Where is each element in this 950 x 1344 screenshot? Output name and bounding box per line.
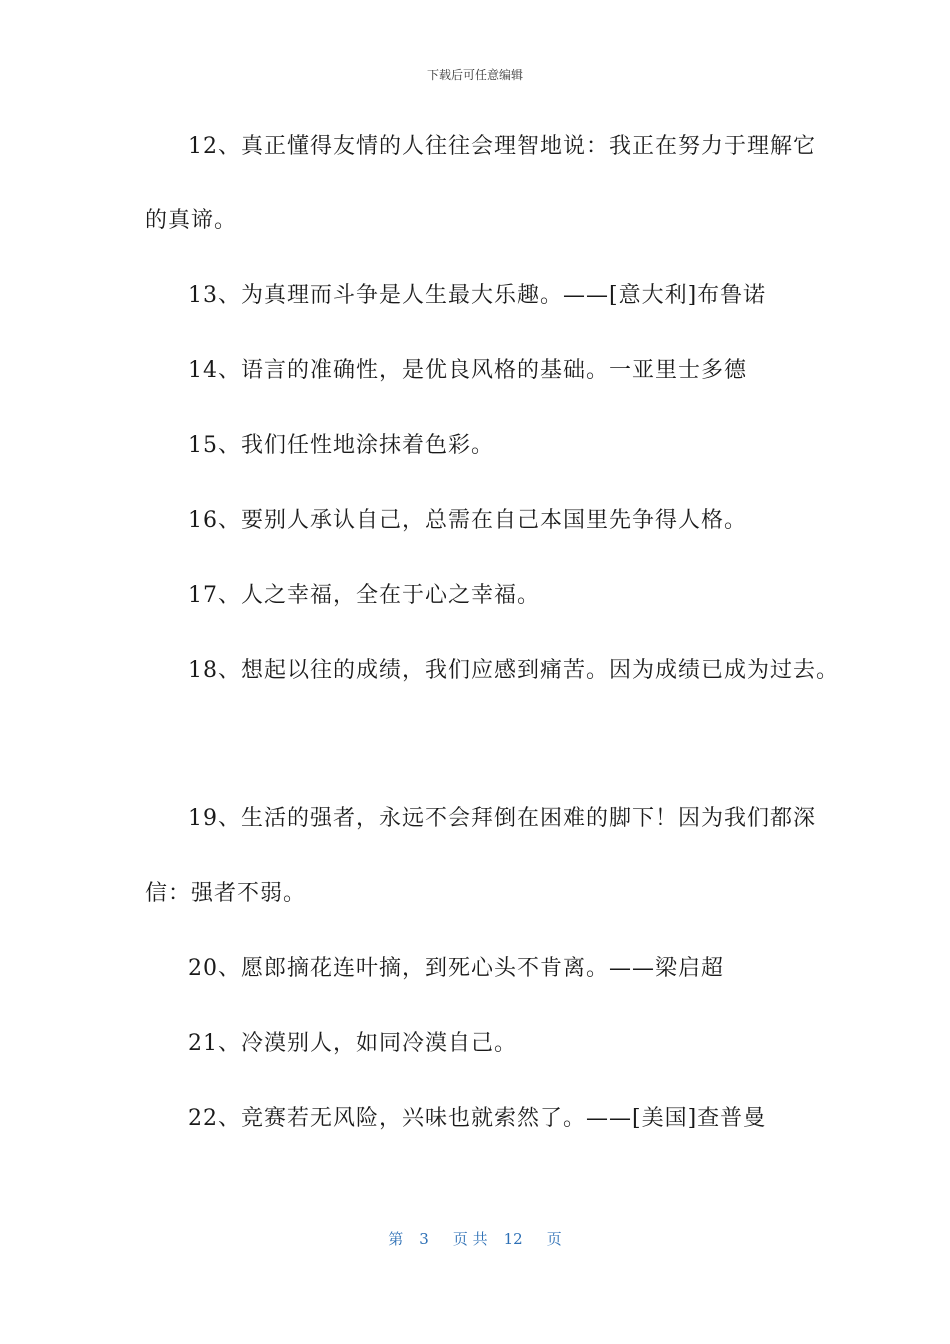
quote-18: 18、想起以往的成绩，我们应感到痛苦。因为成绩已成为过去。 xyxy=(188,658,839,683)
quote-22: 22、竞赛若无风险，兴味也就索然了。——[美国]查普曼 xyxy=(188,1106,767,1131)
quote-16: 16、要别人承认自己，总需在自己本国里先争得人格。 xyxy=(188,508,747,533)
quote-17: 17、人之幸福，全在于心之幸福。 xyxy=(188,583,540,608)
page-header: 下载后可任意编辑 xyxy=(426,68,523,82)
footer-suffix: 页 xyxy=(546,1230,562,1248)
quote-19-line-2: 信：强者不弱。 xyxy=(145,881,307,906)
footer-page-number: 3 xyxy=(419,1230,429,1248)
quote-20: 20、愿郎摘花连叶摘，到死心头不肯离。——梁启超 xyxy=(188,956,724,981)
quote-19-line-1: 19、生活的强者，永远不会拜倒在困难的脚下！因为我们都深 xyxy=(188,806,816,831)
quote-15: 15、我们任性地涂抹着色彩。 xyxy=(188,433,494,458)
quote-13: 13、为真理而斗争是人生最大乐趣。——[意大利]布鲁诺 xyxy=(188,283,767,308)
page-footer xyxy=(0,1228,950,1249)
footer-total-pages: 12 xyxy=(503,1230,523,1248)
footer-prefix: 第 xyxy=(388,1230,404,1248)
quote-14: 14、语言的准确性，是优良风格的基础。一亚里士多德 xyxy=(188,358,747,383)
quote-12-line-1: 12、真正懂得友情的人往往会理智地说：我正在努力于理解它 xyxy=(188,134,816,159)
footer-middle: 页 共 xyxy=(452,1230,488,1248)
quote-21: 21、冷漠别人，如同冷漠自己。 xyxy=(188,1031,517,1056)
quote-12-line-2: 的真谛。 xyxy=(145,208,238,233)
